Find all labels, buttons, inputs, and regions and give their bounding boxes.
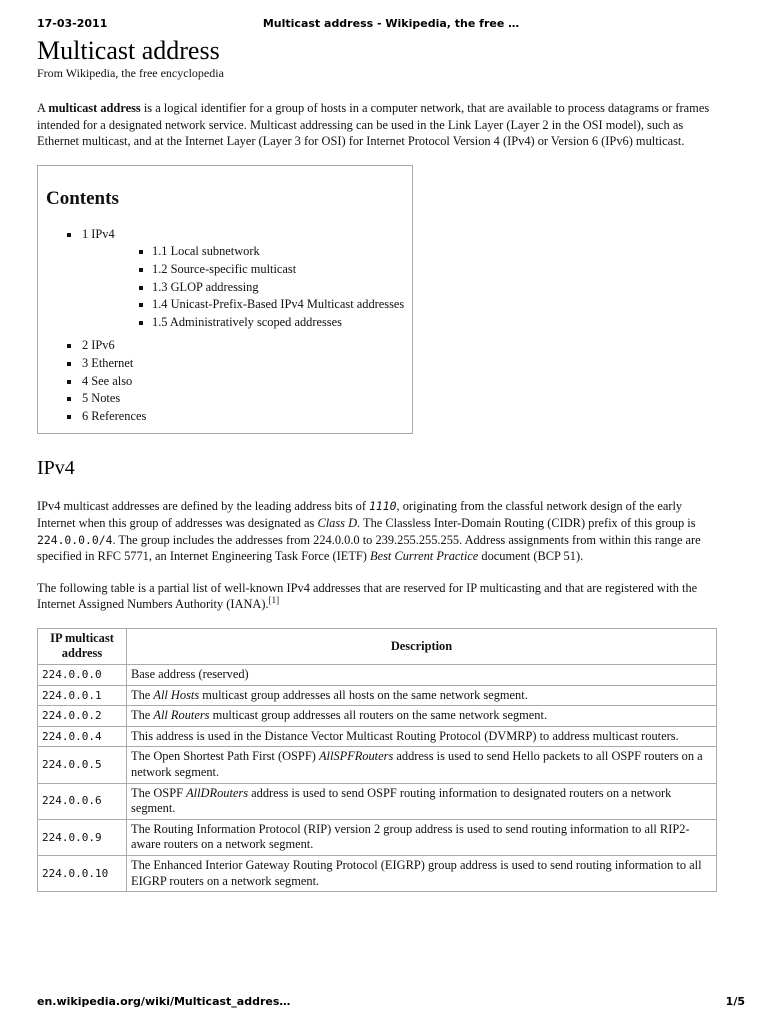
- table-row: [38, 819, 717, 855]
- toc-item-ipv4[interactable]: [46, 226, 412, 338]
- toc-list: [46, 226, 412, 426]
- toc-item-admin-scoped[interactable]: 1.5 Administratively scoped addresses: [82, 314, 412, 332]
- toc-item-label[interactable]: 1 IPv4: [82, 226, 115, 241]
- column-header-address: IP multicast address: [38, 628, 127, 664]
- description-emphasis: AllDRouters: [186, 785, 249, 800]
- cidr-prefix: 224.0.0.0/4: [37, 532, 113, 547]
- column-header-description: Description: [127, 628, 717, 664]
- table-row: [38, 665, 717, 686]
- description-text: The OSPF: [131, 785, 187, 800]
- description-text: The: [131, 708, 154, 723]
- print-header: [37, 17, 745, 33]
- description-text: address is used to send Hello packets to all OSPF routers on a network segment.: [131, 749, 703, 780]
- table-row: [38, 783, 717, 819]
- description-text: multicast group addresses all routers on the same network segment.: [209, 708, 548, 723]
- intro-text-start: A: [37, 101, 49, 115]
- toc-item-local-subnetwork[interactable]: 1.1 Local subnetwork: [82, 243, 412, 261]
- toc-item-references[interactable]: 6 References: [46, 408, 412, 426]
- ipv4-paragraph-1: [37, 498, 717, 564]
- text-span: The following table is a partial list of well-known IPv4 addresses that are reserved for IP multicasting and that are registered with the Internet Assigned Numbers Authority (IANA).: [37, 580, 698, 612]
- description-text: The Enhanced Interior Gateway Routing Protocol (EIGRP) group address is used to send routing information to all EIGRP routers on a network segment.: [131, 858, 702, 888]
- ipv4-paragraph-2: [37, 580, 717, 613]
- description-cell: [127, 706, 717, 727]
- description-text: This address is used in the Distance Vector Multicast Routing Protocol (DVMRP) to address multicast routers.: [131, 728, 679, 743]
- address-cell: 224.0.0.9: [38, 819, 127, 855]
- bcp-link: Best Current Practice: [370, 549, 479, 564]
- description-text: Base address (reserved): [131, 667, 249, 682]
- article-content: [37, 34, 717, 892]
- toc-item-ethernet[interactable]: 3 Ethernet: [46, 355, 412, 373]
- toc-item-glop[interactable]: 1.3 GLOP addressing: [82, 279, 412, 297]
- table-row: [38, 856, 717, 892]
- print-url: en.wikipedia.org/wiki/Multicast_addres…: [37, 995, 291, 1008]
- section-heading-ipv4: IPv4: [37, 457, 75, 480]
- intro-paragraph: [37, 100, 717, 150]
- print-date: 17-03-2011: [37, 17, 108, 30]
- address-cell: 224.0.0.10: [38, 856, 127, 892]
- description-cell: [127, 665, 717, 686]
- address-cell: 224.0.0.5: [38, 747, 127, 783]
- table-row: [38, 706, 717, 727]
- table-header-row: [38, 628, 717, 664]
- description-emphasis: All Routers: [153, 708, 210, 723]
- address-cell: 224.0.0.6: [38, 783, 127, 819]
- table-of-contents: [37, 165, 413, 435]
- text-span: . The Classless Inter-Domain Routing (CIDR) prefix of this group is: [357, 515, 696, 530]
- address-cell: 224.0.0.4: [38, 726, 127, 747]
- description-cell: [127, 819, 717, 855]
- toc-item-see-also[interactable]: 4 See also: [46, 373, 412, 391]
- description-text: address is used to send OSPF routing information to designated routers on a network segment.: [131, 785, 672, 816]
- description-cell: [127, 783, 717, 819]
- class-d-term: Class D: [317, 515, 358, 530]
- text-span: IPv4 multicast addresses are defined by the leading address bits of: [37, 499, 370, 514]
- address-cell: 224.0.0.0: [38, 665, 127, 686]
- address-cell: 224.0.0.2: [38, 706, 127, 727]
- address-cell: 224.0.0.1: [38, 685, 127, 706]
- reference-link[interactable]: [1]: [268, 595, 280, 606]
- description-text: The Open Shortest Path First (OSPF): [131, 749, 319, 764]
- page-title: Multicast address: [37, 36, 220, 65]
- table-row: [38, 685, 717, 706]
- print-page-title: Multicast address - Wikipedia, the free …: [262, 17, 520, 30]
- leading-bits: 1110: [369, 499, 397, 514]
- toc-item-ipv6[interactable]: 2 IPv6: [46, 337, 412, 355]
- site-tagline: From Wikipedia, the free encyclopedia: [37, 66, 224, 80]
- text-span: document (BCP 51).: [478, 549, 584, 564]
- toc-sublist: [82, 243, 412, 331]
- description-emphasis: All Hosts: [153, 687, 200, 702]
- table-body: [38, 665, 717, 892]
- table-row: [38, 726, 717, 747]
- description-cell: [127, 685, 717, 706]
- description-text: multicast group addresses all hosts on the same network segment.: [199, 687, 528, 702]
- description-cell: [127, 747, 717, 783]
- table-row: [38, 747, 717, 783]
- description-emphasis: AllSPFRouters: [318, 749, 394, 764]
- intro-term: multicast address: [48, 101, 141, 115]
- toc-item-source-specific[interactable]: 1.2 Source-specific multicast: [82, 261, 412, 279]
- intro-text-rest: is a logical identifier for a group of hosts in a computer network, that are available to process datagrams or frames intended for a designated network service. Multicast addressing can be used in the Link Layer (Layer 2 in the OSI model), such as Ethernet multicast, and at the Internet Layer (Layer 3 for OSI) for Internet Protocol Version 4 (IPv4) or Version 6 (IPv6) multicast.: [37, 101, 710, 149]
- print-footer: [37, 995, 745, 1011]
- toc-item-unicast-prefix[interactable]: 1.4 Unicast-Prefix-Based IPv4 Multicast addresses: [82, 296, 412, 314]
- description-text: The: [131, 687, 154, 702]
- page-number: 1/5: [725, 995, 745, 1008]
- description-cell: [127, 856, 717, 892]
- description-text: The Routing Information Protocol (RIP) version 2 group address is used to send routing information to all RIP2-aware routers on a network segment.: [131, 821, 690, 852]
- text-span: . The group includes the addresses from 224.0.0.0 to 239.255.255.255. Address assignments from within this range are specified in RFC 5771, an Internet Engineering Task Force (IETF): [37, 532, 701, 564]
- description-cell: [127, 726, 717, 747]
- toc-heading: Contents: [46, 187, 119, 209]
- text-span: , originating from the classful network design of the early Internet when this group of addresses was designated as: [37, 499, 683, 530]
- toc-item-notes[interactable]: 5 Notes: [46, 390, 412, 408]
- multicast-address-table: [37, 628, 717, 892]
